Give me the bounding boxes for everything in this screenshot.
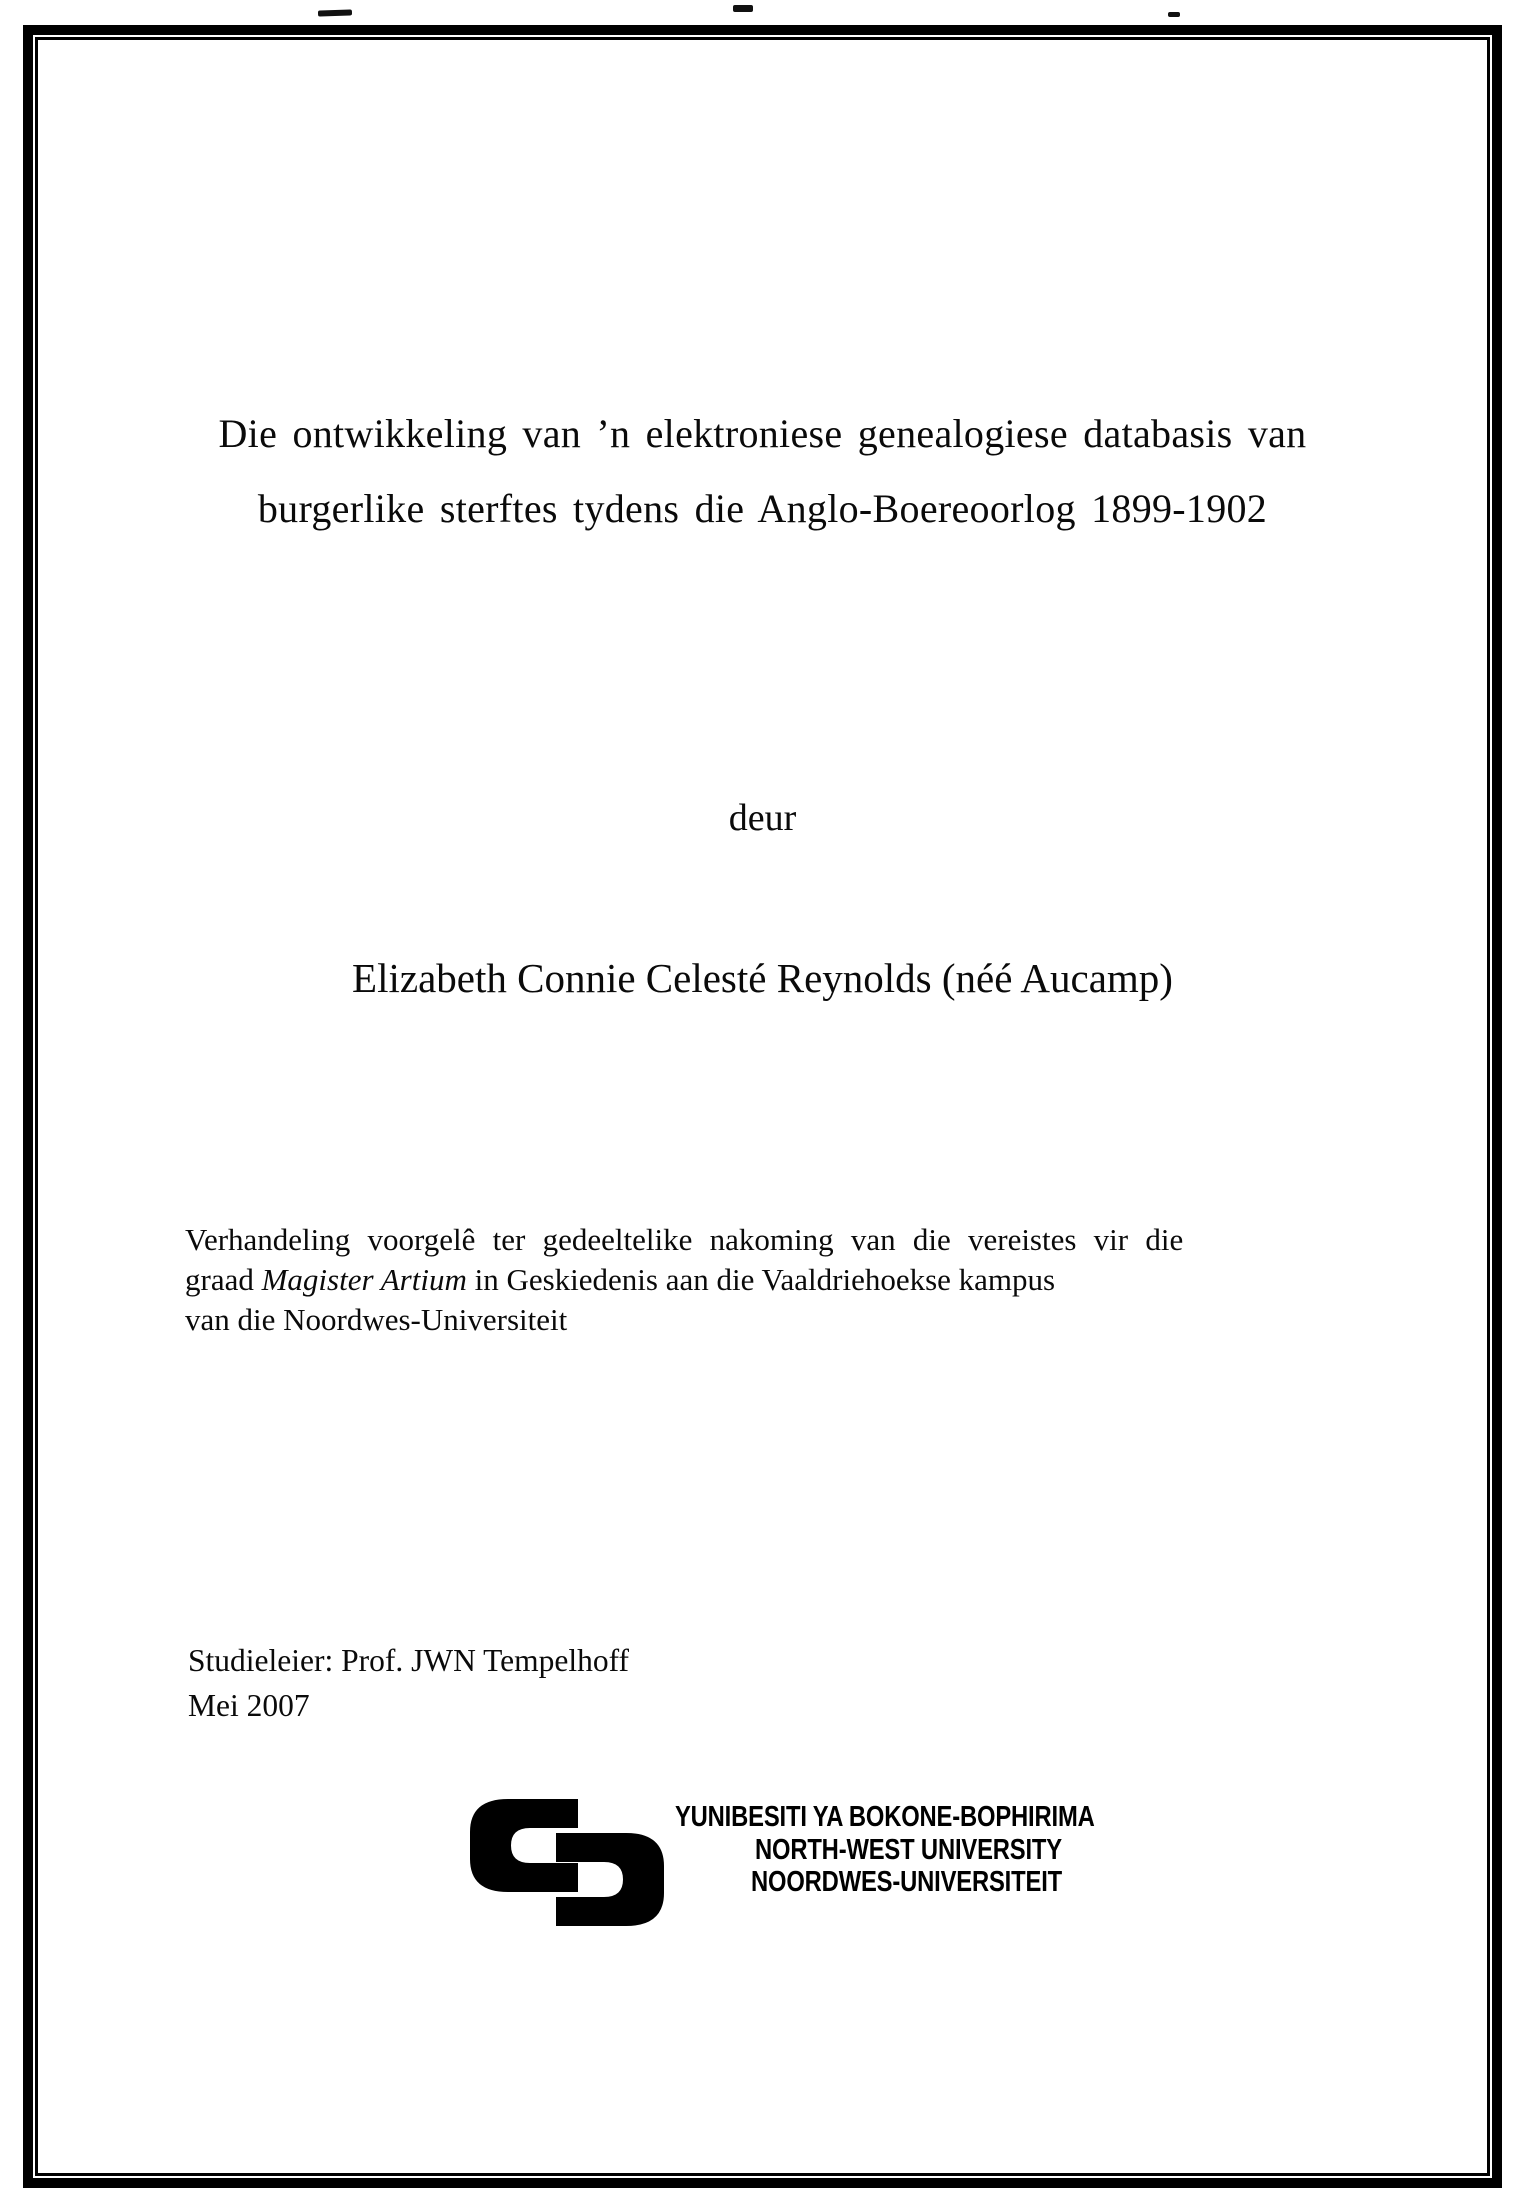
degree-statement-line2-suffix: in Geskiedenis aan die Vaaldriehoekse kampus — [466, 1262, 1056, 1297]
degree-statement-line2 — [185, 1260, 1349, 1300]
university-wordmark — [674, 1801, 1095, 1899]
author-name: Elizabeth Connie Celesté Reynolds (néé Aucamp) — [352, 955, 1173, 1001]
north-west-university-logo-icon — [470, 1799, 664, 1926]
scan-artifact — [733, 5, 753, 12]
date-line: Mei 2007 — [188, 1688, 310, 1723]
degree-statement — [185, 1220, 1349, 1340]
byline: deur — [728, 797, 797, 839]
university-name-setswana: YUNIBESITI YA BOKONE-BOPHIRIMA — [674, 1801, 1095, 1833]
degree-statement-line3: van die Noordwes-Universiteit — [185, 1302, 568, 1337]
thesis-title-line2: burgerlike sterftes tydens die Anglo-Boereoorlog 1899-1902 — [257, 486, 1268, 531]
scan-artifact — [318, 9, 352, 16]
university-name-english: NORTH-WEST UNIVERSITY — [754, 1833, 1062, 1866]
thesis-title-line1: Die ontwikkeling van ’n elektroniese genealogiese databasis van — [218, 411, 1307, 456]
university-name-afrikaans: NOORDWES-UNIVERSITEIT — [751, 1866, 1062, 1898]
degree-statement-line1: Verhandeling voorgelê ter gedeeltelike nakoming van die vereistes vir die — [185, 1222, 1184, 1257]
supervisor-block — [188, 1638, 629, 1728]
degree-statement-line2-prefix: graad — [185, 1262, 262, 1297]
thesis-title — [23, 396, 1502, 546]
scan-artifact — [1168, 12, 1180, 17]
degree-name-italic: Magister Artium — [261, 1262, 467, 1297]
supervisor-line: Studieleier: Prof. JWN Tempelhoff — [188, 1643, 630, 1678]
